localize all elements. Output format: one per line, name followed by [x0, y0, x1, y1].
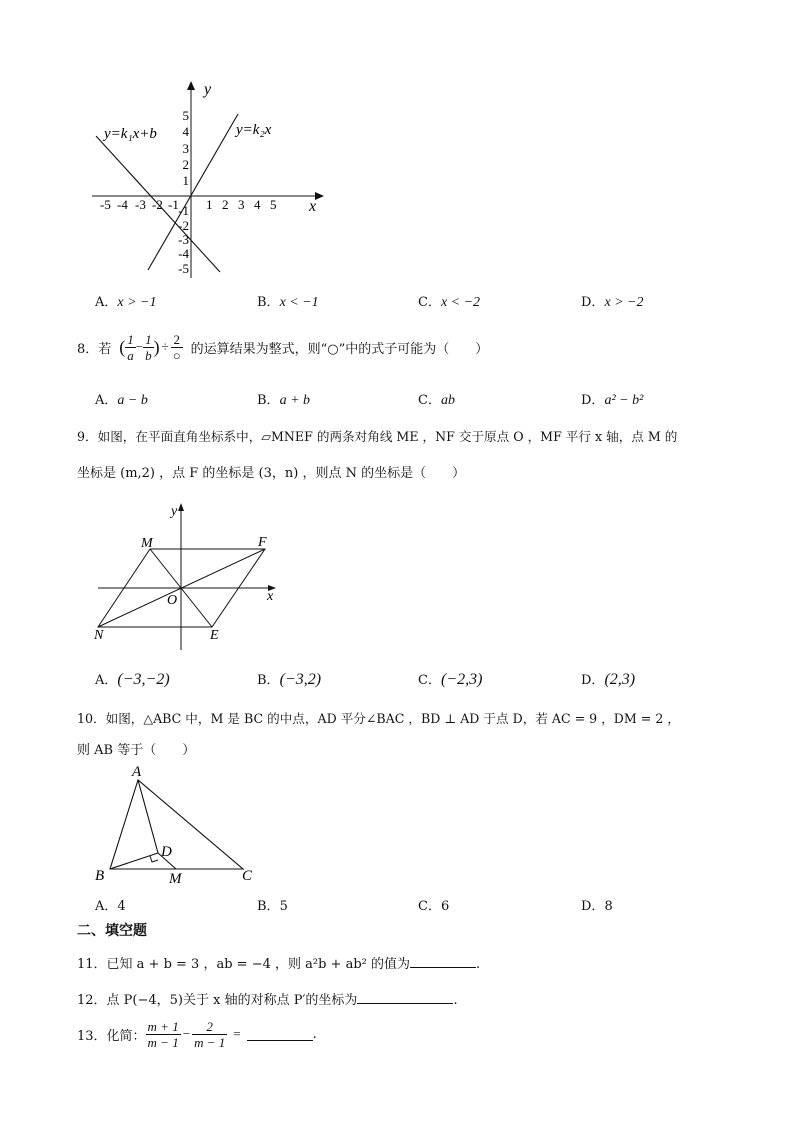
option-text: a − b — [117, 393, 148, 408]
q10-option-d[interactable] — [581, 895, 613, 914]
option-text: ab — [440, 393, 455, 408]
q10-stem-line2: 则 AB 等于（ ） — [77, 743, 196, 758]
minus-sign: − — [135, 339, 144, 354]
option-letter: A． — [95, 393, 118, 408]
paren-open: ( — [119, 336, 126, 357]
x-tick: 4 — [254, 197, 261, 212]
y-tick: 5 — [182, 108, 189, 123]
option-letter: C． — [418, 295, 441, 310]
q9-stem-line2: 坐标是 (m,2) ，点 F 的坐标是 (3，n) ，则点 N 的坐标是（ ） — [77, 466, 466, 481]
y-tick: -1 — [178, 203, 189, 218]
q10-option-c[interactable] — [418, 895, 449, 914]
y-tick: 1 — [182, 173, 189, 188]
x-tick: -1 — [168, 197, 179, 212]
q9-option-b[interactable] — [257, 669, 321, 689]
option-letter: D． — [581, 393, 605, 408]
y-tick-labels — [178, 108, 189, 276]
point-e-label: E — [210, 628, 219, 643]
point-a-label: A — [132, 764, 142, 780]
option-letter: D． — [581, 899, 605, 914]
y-tick: -4 — [178, 246, 189, 261]
q10-figure — [90, 762, 265, 887]
point-b-label: B — [95, 868, 105, 884]
option-text: x < −1 — [279, 295, 319, 310]
option-letter: B． — [257, 899, 280, 914]
option-text: a + b — [279, 393, 311, 408]
line-k2x — [148, 114, 238, 270]
y-tick: -5 — [178, 261, 189, 276]
point-f-label: F — [258, 535, 267, 550]
segment-bd — [110, 853, 158, 869]
y-tick: 2 — [182, 157, 189, 172]
x-tick: -2 — [152, 197, 163, 212]
y-tick: -2 — [178, 218, 189, 233]
option-letter: A． — [95, 673, 118, 688]
divide-sign: ÷ — [161, 339, 169, 354]
option-text: (−2,3) — [440, 671, 483, 688]
q13-answer-blank[interactable] — [247, 1028, 313, 1041]
y-axis-arrow — [187, 81, 195, 90]
q8-option-b[interactable] — [257, 389, 310, 409]
q13 — [77, 1014, 317, 1054]
option-text: 5 — [279, 899, 288, 914]
period: . — [453, 993, 458, 1008]
q8-frac-1-over-b: $\frac{1}{b}$ — [145, 331, 152, 363]
option-text: x > −1 — [117, 295, 157, 310]
paren-close: ) — [153, 336, 160, 357]
option-text: x < −2 — [440, 295, 481, 310]
x-tick: 2 — [222, 197, 229, 212]
x-tick: 1 — [206, 197, 213, 212]
option-letter: D． — [581, 295, 605, 310]
x-axis-label: x — [309, 198, 317, 215]
q8-frac-2-over-circle: $\frac{2}{○}$ — [172, 331, 181, 363]
point-m-label: M — [169, 871, 182, 887]
q13-frac-2: $\frac{2}{m - 1}$ — [194, 1018, 226, 1050]
option-letter: B． — [257, 295, 280, 310]
period: . — [312, 1026, 317, 1042]
y-tick: 3 — [182, 141, 189, 156]
x-tick: 3 — [238, 197, 245, 212]
q11-text: 11．已知 a + b = 3 ，ab = −4 ，则 a²b + ab² 的值为 — [77, 957, 410, 972]
y-axis-arrow — [178, 503, 184, 511]
q11-answer-blank[interactable] — [410, 955, 476, 968]
q9-option-c[interactable] — [418, 669, 482, 689]
point-n-label: N — [94, 628, 104, 643]
x-tick: 5 — [270, 197, 277, 212]
option-text: x > −2 — [604, 295, 644, 310]
option-letter: A． — [95, 295, 118, 310]
y-tick: -3 — [178, 232, 189, 247]
segment-ad — [138, 780, 158, 853]
q11 — [77, 953, 480, 972]
point-m-label: M — [141, 536, 153, 551]
q9-stem-line1: 9．如图，在平面直角坐标系中，▱MNEF 的两条对角线 ME ，NF 交于原点 O ，MF 平行 x 轴，点 M 的 — [77, 429, 678, 444]
line1-label: y=k₁x+b — [104, 126, 157, 142]
option-letter: D． — [581, 673, 605, 688]
option-text: 6 — [440, 899, 450, 914]
triangle-abc — [110, 780, 243, 869]
q10-stem-line1: 10．如图，△ABC 中，M 是 BC 的中点，AD 平分∠BAC ，BD ⊥ AD 于点 D，若 AC = 9 ，DM = 2 ， — [77, 711, 680, 726]
q8-frac-1-over-a: $\frac{1}{a}$ — [127, 331, 134, 363]
q10-option-b[interactable] — [257, 895, 288, 914]
period: . — [475, 957, 481, 972]
q9-option-d[interactable] — [581, 669, 635, 689]
option-letter: B． — [257, 393, 280, 408]
q7-option-c[interactable] — [418, 291, 480, 311]
q8-text: 的运算结果为整式，则“○”中的式子可能为（ ） — [190, 341, 489, 357]
x-tick: -5 — [100, 197, 111, 212]
option-letter: B． — [257, 673, 280, 688]
section-heading: 二、填空题 — [77, 923, 147, 939]
q13-frac-1: $\frac{m + 1}{m - 1}$ — [147, 1018, 179, 1050]
q9-figure — [90, 498, 285, 653]
line2-label: y=k₂x — [236, 122, 272, 138]
q12-text: 12．点 P(−4，5)关于 x 轴的对称点 P′的坐标为 — [77, 993, 358, 1008]
option-letter: A． — [95, 899, 118, 914]
q7-option-a[interactable] — [95, 291, 157, 311]
option-text: 8 — [604, 899, 613, 914]
x-tick: -4 — [117, 197, 128, 212]
x-axis-label: x — [267, 589, 274, 604]
q7-option-b[interactable] — [257, 291, 319, 311]
y-tick: 4 — [182, 124, 189, 139]
option-letter: C． — [418, 393, 441, 408]
q7-graph — [88, 78, 338, 282]
point-d-label: D — [161, 844, 172, 860]
q12 — [77, 989, 458, 1008]
q9-option-a[interactable] — [95, 669, 170, 689]
option-text: a² − b² — [604, 393, 644, 408]
q7-option-d[interactable] — [581, 291, 644, 311]
q8-option-a[interactable] — [95, 389, 148, 409]
option-text: 4 — [117, 899, 126, 914]
q8-option-c[interactable] — [418, 389, 455, 409]
point-o-label: O — [167, 593, 178, 608]
q8-option-d[interactable] — [581, 389, 643, 409]
option-text: (2,3) — [604, 671, 636, 688]
q10-option-a[interactable] — [95, 895, 126, 914]
right-angle-mark — [150, 856, 158, 862]
x-tick: -3 — [135, 197, 146, 212]
q13-label: 13．化简： — [77, 1028, 146, 1044]
q12-answer-blank[interactable] — [357, 991, 453, 1004]
option-letter: C． — [418, 673, 441, 688]
x-axis-arrow — [315, 192, 324, 200]
q8-stem — [77, 327, 488, 367]
y-axis-label: y — [204, 81, 212, 98]
minus-sign: − — [182, 1026, 191, 1041]
y-axis-label: y — [171, 504, 178, 519]
q8-number: 8．若 — [77, 341, 112, 357]
option-text: (−3,2) — [279, 671, 322, 688]
equals-sign: = — [233, 1026, 241, 1041]
point-c-label: C — [242, 868, 253, 884]
option-text: (−3,−2) — [117, 671, 170, 688]
option-letter: C． — [418, 899, 441, 914]
